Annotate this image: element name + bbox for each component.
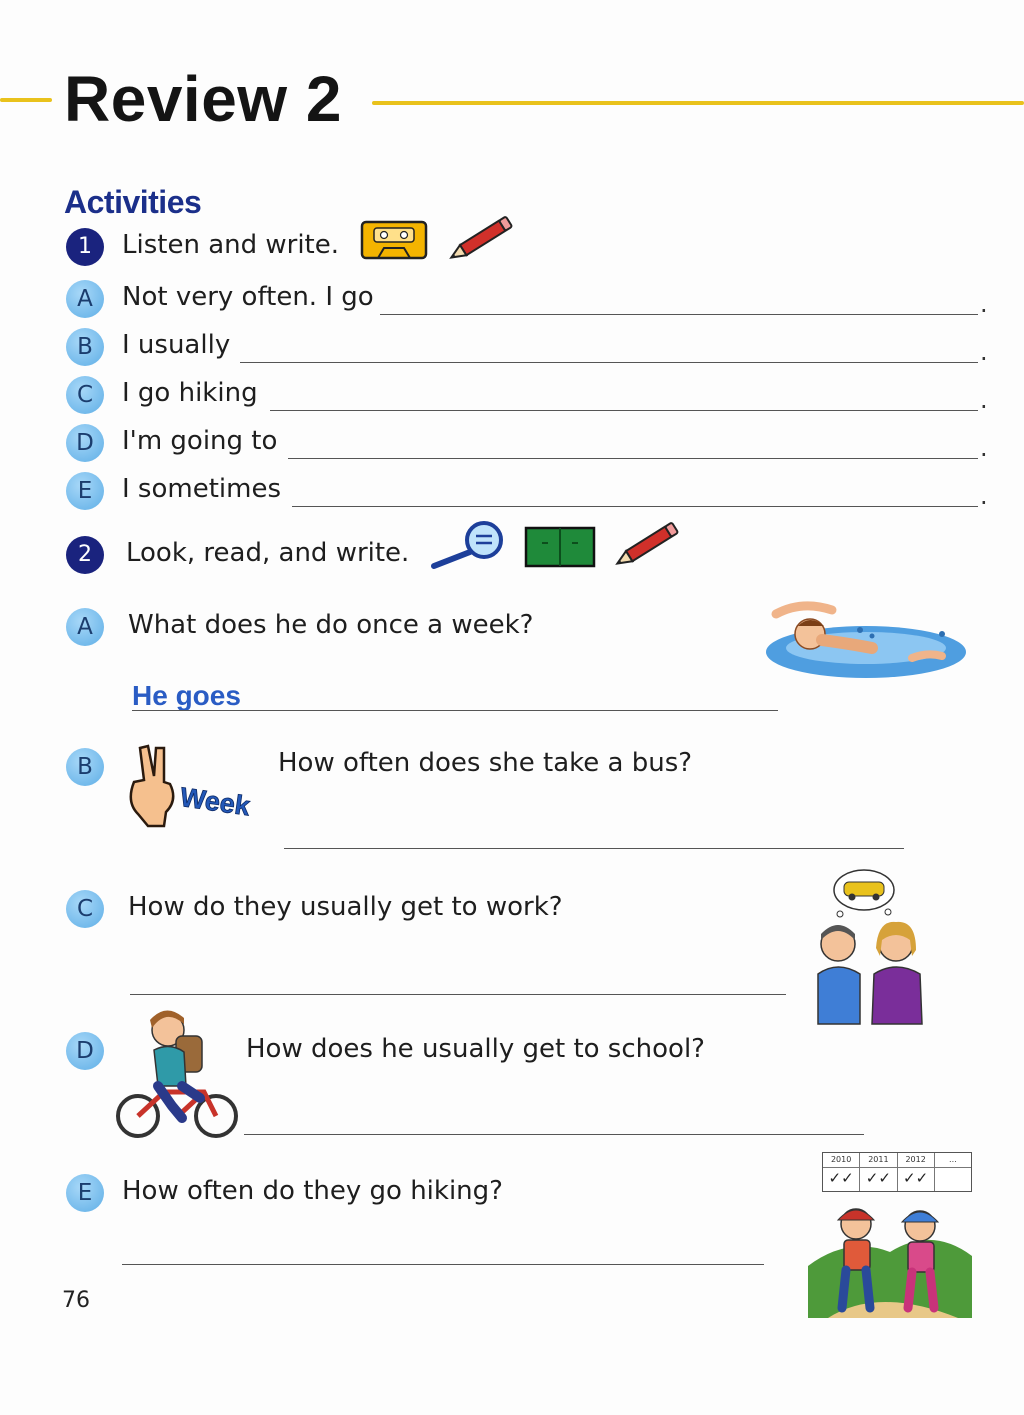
answer-line[interactable] xyxy=(122,1264,764,1265)
check-marks: ✓✓ xyxy=(903,1169,929,1187)
calendar-cell xyxy=(898,1153,935,1191)
answer-line[interactable] xyxy=(292,506,978,507)
cassette-icon xyxy=(360,220,428,260)
calendar-year: 2010 xyxy=(823,1153,859,1168)
calendar-year: ... xyxy=(935,1153,971,1168)
swimmer-illustration xyxy=(762,600,968,682)
boy-cycling-illustration xyxy=(112,1006,244,1138)
item-letter-badge: B xyxy=(66,748,104,786)
question-text: How often does she take a bus? xyxy=(278,748,693,778)
item-letter-badge: B xyxy=(66,328,104,366)
title-rule-left xyxy=(0,98,52,102)
pencil-icon xyxy=(612,522,682,568)
activity-instruction: Look, read, and write. xyxy=(126,538,410,568)
answer-line[interactable] xyxy=(130,994,786,995)
question-text: What does he do once a week? xyxy=(128,610,534,640)
check-marks: ✓✓ xyxy=(865,1169,891,1187)
example-answer: He goes xyxy=(132,680,241,711)
item-letter-badge: A xyxy=(66,608,104,646)
sentence-period: . xyxy=(980,482,988,510)
children-hiking-illustration xyxy=(808,1196,972,1318)
question-text: How do they usually get to work? xyxy=(128,892,563,922)
question-text: How often do they go hiking? xyxy=(122,1176,503,1206)
answer-line[interactable] xyxy=(270,410,978,411)
item-prompt: I sometimes xyxy=(122,474,281,504)
activity-number-badge: 1 xyxy=(66,228,104,266)
answer-line[interactable] xyxy=(288,458,978,459)
section-title: Activities xyxy=(64,184,202,220)
item-letter-badge: C xyxy=(66,890,104,928)
item-prompt: I'm going to xyxy=(122,426,278,456)
check-marks: ✓✓ xyxy=(828,1169,854,1187)
question-text: How does he usually get to school? xyxy=(246,1034,705,1064)
answer-line[interactable] xyxy=(132,710,778,711)
book-icon xyxy=(524,525,596,569)
item-letter-badge: D xyxy=(66,424,104,462)
page-title: Review 2 xyxy=(64,63,342,135)
item-letter-badge: C xyxy=(66,376,104,414)
item-letter-badge: D xyxy=(66,1032,104,1070)
pencil-icon xyxy=(446,216,516,262)
magnifier-icon xyxy=(430,520,512,570)
calendar-year: 2012 xyxy=(898,1153,934,1168)
item-letter-badge: A xyxy=(66,280,104,318)
item-prompt: I go hiking xyxy=(122,378,258,408)
item-prompt: Not very often. I go xyxy=(122,282,374,312)
sentence-period: . xyxy=(980,434,988,462)
calendar-year: 2011 xyxy=(860,1153,896,1168)
page-number: 76 xyxy=(62,1288,90,1313)
calendar-cell xyxy=(860,1153,897,1191)
week-label: Week xyxy=(178,781,252,822)
activity-number-badge: 2 xyxy=(66,536,104,574)
item-prompt: I usually xyxy=(122,330,231,360)
answer-line[interactable] xyxy=(244,1134,864,1135)
two-fingers-week-illustration xyxy=(120,742,260,828)
calendar-cell xyxy=(823,1153,860,1191)
activity-instruction: Listen and write. xyxy=(122,230,340,260)
sentence-period: . xyxy=(980,290,988,318)
answer-line[interactable] xyxy=(380,314,978,315)
sentence-period: . xyxy=(980,338,988,366)
item-letter-badge: E xyxy=(66,472,104,510)
sentence-period: . xyxy=(980,386,988,414)
item-letter-badge: E xyxy=(66,1174,104,1212)
answer-line[interactable] xyxy=(240,362,978,363)
title-rule-right xyxy=(372,101,1024,105)
calendar-cell xyxy=(935,1153,971,1191)
calendar-checklist xyxy=(822,1152,972,1192)
answer-line[interactable] xyxy=(284,848,904,849)
couple-thinking-of-car-illustration xyxy=(810,864,936,1028)
